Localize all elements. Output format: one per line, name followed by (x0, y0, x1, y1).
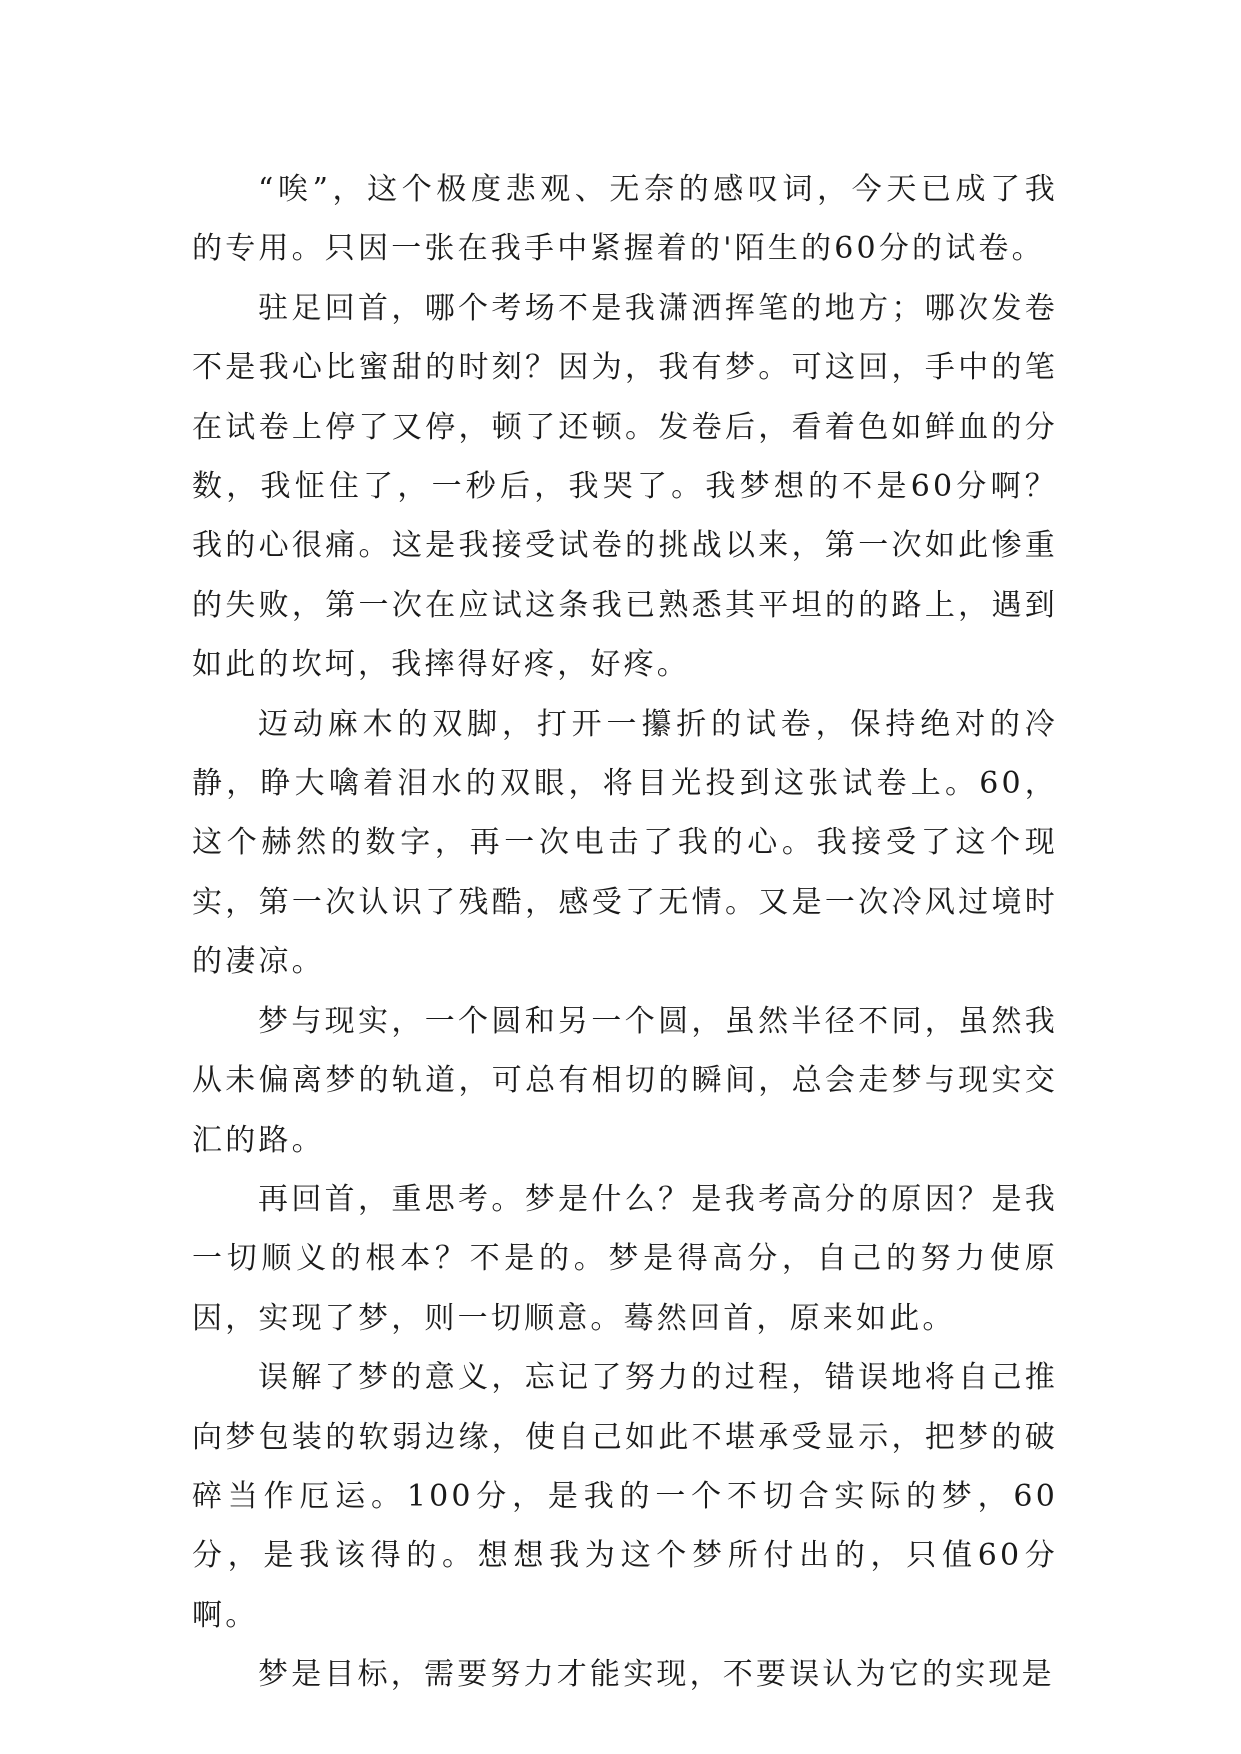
essay-body (192, 160, 1058, 1705)
paragraph-4: 梦与现实，一个圆和另一个圆，虽然半径不同，虽然我从未偏离梦的轨道，可总有相切的瞬间，总会走梦与现实交汇的路。 (192, 1003, 1058, 1158)
paragraph-6: 误解了梦的意义，忘记了努力的过程，错误地将自己推向梦包装的软弱边缘，使自己如此不堪承受显示，把梦的破碎当作厄运。100分，是我的一个不切合实际的梦，60分，是我该得的。想想我为这个梦所付出的，只值60分啊。 (192, 1360, 1058, 1633)
paragraph-2: 驻足回首，哪个考场不是我潇洒挥笔的地方；哪次发卷不是我心比蜜甜的时刻？因为，我有梦。可这回，手中的笔在试卷上停了又停，顿了还顿。发卷后，看着色如鲜血的分数，我怔住了，一秒后，我哭了。我梦想的不是60分啊？我的心很痛。这是我接受试卷的挑战以来，第一次如此惨重的失败，第一次在应试这条我已熟悉其平坦的的路上，遇到如此的坎坷，我摔得好疼，好疼。 (192, 290, 1058, 683)
paragraph-7: 梦是目标，需要努力才能实现，不要误认为它的实现是 (258, 1657, 1055, 1693)
paragraph-1: “唉”，这个极度悲观、无奈的感叹词，今天已成了我的专用。只因一张在我手中紧握着的'陌生的60分的试卷。 (192, 172, 1058, 267)
paragraph-5: 再回首，重思考。梦是什么？是我考高分的原因？是我一切顺义的根本？不是的。梦是得高分，自己的努力使原因，实现了梦，则一切顺意。蓦然回首，原来如此。 (192, 1181, 1058, 1336)
paragraph-3: 迈动麻木的双脚，打开一攥折的试卷，保持绝对的冷静，睁大噙着泪水的双眼，将目光投到这张试卷上。60，这个赫然的数字，再一次电击了我的心。我接受了这个现实，第一次认识了残酷，感受了无情。又是一次冷风过境时的凄凉。 (192, 706, 1058, 980)
